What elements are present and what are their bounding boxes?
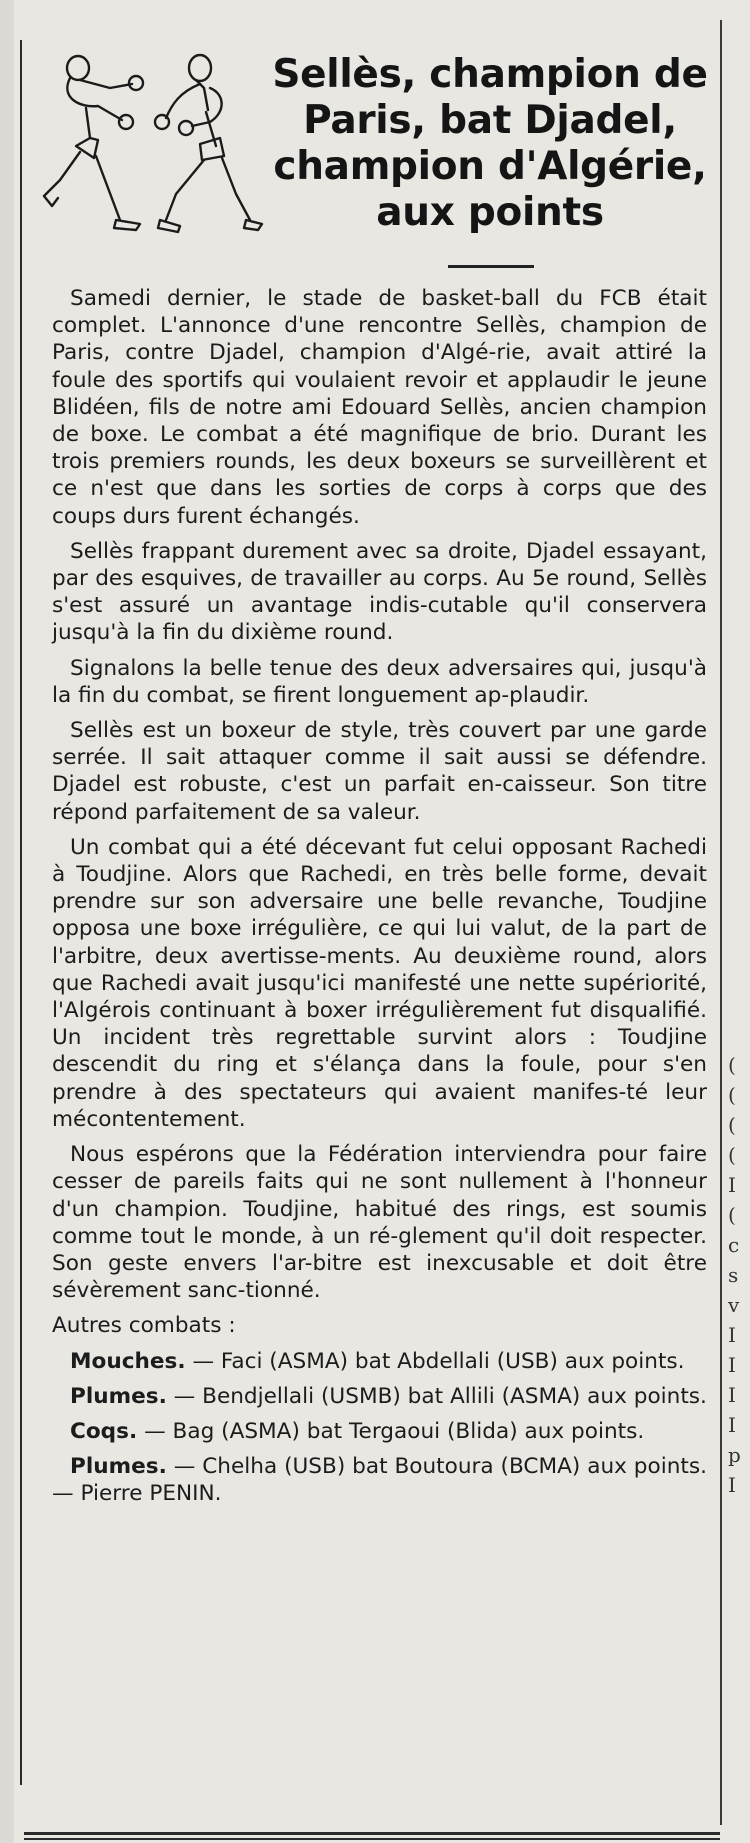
paragraph: Un combat qui a été décevant fut celui opposant Rachedi à Toudjine. Alors que Rachedi, en très belle forme, devait prendre sur son adversaire une belle revanche, Toudjine opposa une boxe irrégulière, ce qui lui valut, de la part de l'arbitre, deux avertisse-ments. Au deuxième round, alors que Rachedi avait jusqu'ici manifesté une nette supériorité, l'Algérois continuant à boxer irrégulièrement fut disqualifié. Un incident très regrettable survint alors : Toudjine descendit du ring et s'élança dans la foule, pour s'en prendre à des spectateurs qui avaient manifes-té leur mécontentement. — [52, 834, 707, 1132]
bout-text: — Bendjellali (USMB) bat Allili (ASMA) aux points. — [166, 1383, 707, 1409]
edge-glyph: s — [728, 1263, 739, 1287]
column-rule-left — [20, 40, 22, 1785]
edge-glyph: ( — [728, 1053, 736, 1077]
edge-glyph: I — [728, 1173, 736, 1197]
weight-class: Mouches. — [70, 1348, 186, 1374]
adjacent-column-fragment — [728, 1050, 750, 1500]
bout-text: — Bag (ASMA) bat Tergaoui (Blida) aux points. — [137, 1418, 645, 1444]
edge-glyph: I — [728, 1353, 736, 1377]
headline-line: aux points — [376, 190, 604, 235]
paragraph: Sellès frappant durement avec sa droite, Djadel essayant, par des esquives, de travailler au corps. Au 5e round, Sellès s'est assuré un avantage indis-cutable qu'il conservera jusqu'à la fin du dixième round. — [52, 538, 707, 646]
edge-glyph: ( — [728, 1083, 736, 1107]
bout-text: — Chelha (USB) bat Boutoura (BCMA) aux points. — Pierre PENIN. — [52, 1454, 707, 1507]
bout-result — [52, 1348, 707, 1375]
edge-glyph: I — [728, 1383, 736, 1407]
bottom-rule — [24, 1838, 720, 1840]
edge-glyph: c — [728, 1233, 740, 1257]
weight-class: Coqs. — [70, 1418, 138, 1444]
scan-edge — [0, 0, 14, 1843]
headline — [265, 52, 715, 236]
headline-line: Sellès, champion de — [272, 52, 708, 97]
bout-result — [52, 1453, 707, 1507]
other-bouts-label: Autres combats : — [52, 1313, 236, 1339]
weight-class: Plumes. — [70, 1383, 167, 1409]
edge-glyph: ( — [728, 1113, 736, 1137]
bout-result — [52, 1383, 707, 1410]
edge-glyph: p — [728, 1443, 741, 1467]
weight-class: Plumes. — [70, 1454, 167, 1480]
column-rule-right — [720, 20, 722, 1825]
edge-glyph: I — [728, 1413, 736, 1437]
paragraph: Samedi dernier, le stade de basket-ball du FCB était complet. L'annonce d'une rencontre Sellès, champion de Paris, contre Djadel, champion d'Algé-rie, avait attiré la foule des sportifs qui voulaient revoir et applaudir le jeune Blidéen, fils de notre ami Edouard Sellès, ancien champion de boxe. Le combat a été magnifique de brio. Durant les trois premiers rounds, les deux boxeurs se surveillèrent et ce n'est que dans les sorties de corps à corps que des coups durs furent échangés. — [52, 286, 707, 529]
edge-glyph: I — [728, 1323, 736, 1347]
boxers-illustration-icon — [40, 48, 265, 236]
edge-glyph: ( — [728, 1203, 736, 1227]
paragraph: Sellès est un boxeur de style, très couvert par une garde serrée. Il sait attaquer comme il sait aussi se défendre. Djadel est robuste, c'est un parfait en-caisseur. Son titre répond parfaitement de sa valeur. — [52, 718, 707, 825]
edge-glyph: ( — [728, 1143, 736, 1167]
headline-line: champion d'Algérie, — [273, 144, 707, 189]
bout-text: — Faci (ASMA) bat Abdellali (USB) aux points. — [185, 1348, 685, 1374]
article-body — [52, 285, 707, 1516]
edge-glyph: v — [728, 1293, 740, 1317]
headline-line: Paris, bat Djadel, — [303, 98, 677, 143]
bout-result — [52, 1418, 707, 1445]
headline-divider — [448, 265, 534, 268]
paragraph: Signalons la belle tenue des deux adversaires qui, jusqu'à la fin du combat, se firent longuement ap-plaudir. — [52, 655, 707, 708]
edge-glyph: I — [728, 1473, 736, 1497]
bottom-rule — [24, 1832, 720, 1835]
paragraph: Nous espérons que la Fédération interviendra pour faire cesser de pareils faits qui ne sont nullement à l'honneur d'un champion. Toudjine, habitué des rings, est soumis comme tout le monde, à un ré-glement qu'il doit respecter. Son geste envers l'ar-bitre est inexcusable et doit être sévèrement sanc-tionné. — [52, 1142, 707, 1304]
